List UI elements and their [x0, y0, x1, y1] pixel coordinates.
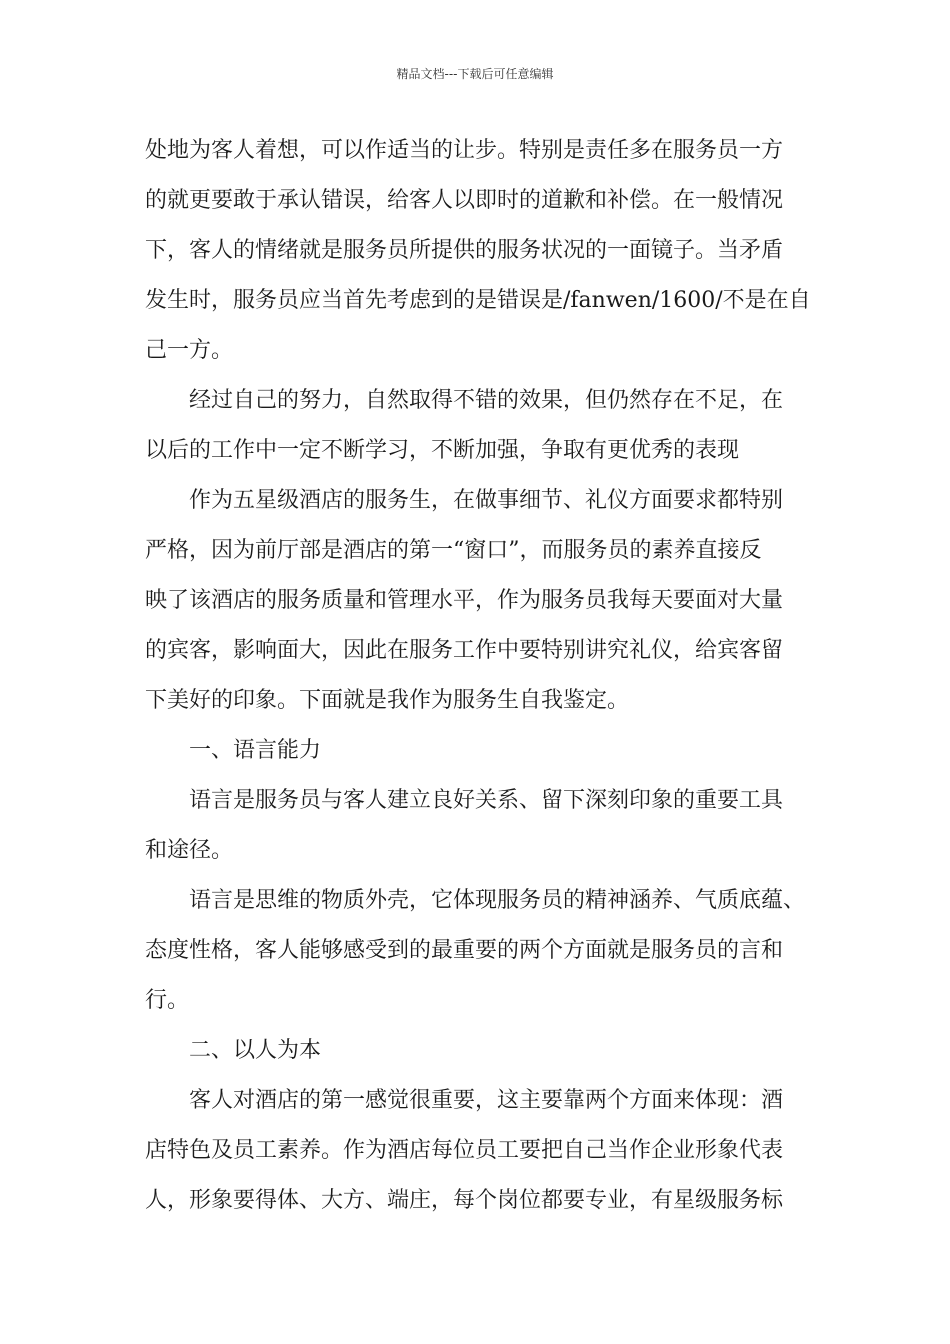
text-line: 下美好的印象。下面就是我作为服务生自我鉴定。	[145, 688, 630, 713]
text-line: 发生时，服务员应当首先考虑到的是错误是/fanwen/1600/不是在自	[145, 288, 811, 313]
text-line: 行。	[145, 988, 190, 1013]
text-line: 客人对酒店的第一感觉很重要，这主要靠两个方面来体现：酒	[189, 1088, 784, 1113]
text-line: 下，客人的情绪就是服务员所提供的服务状况的一面镜子。当矛盾	[145, 238, 784, 263]
text-line: 和途径。	[145, 838, 234, 863]
text-line: 经过自己的努力，自然取得不错的效果，但仍然存在不足，在	[189, 388, 784, 413]
text-line: 的就更要敢于承认错误，给客人以即时的道歉和补偿。在一般情况	[145, 188, 784, 213]
text-line: 店特色及员工素养。作为酒店每位员工要把自己当作企业形象代表	[145, 1138, 784, 1163]
text-line: 映了该酒店的服务质量和管理水平，作为服务员我每天要面对大量	[145, 588, 784, 613]
text-line: 处地为客人着想，可以作适当的让步。特别是责任多在服务员一方	[145, 138, 784, 163]
text-line: 人，形象要得体、大方、端庄，每个岗位都要专业，有星级服务标	[145, 1188, 784, 1213]
text-line: 一、语言能力	[189, 738, 322, 763]
text-line: 以后的工作中一定不断学习，不断加强，争取有更优秀的表现	[145, 438, 740, 463]
text-line: 语言是服务员与客人建立良好关系、留下深刻印象的重要工具	[189, 788, 784, 813]
text-line: 语言是思维的物质外壳，它体现服务员的精神涵养、气质底蕴、	[189, 888, 806, 913]
text-line: 严格，因为前厅部是酒店的第一“窗口”，而服务员的素养直接反	[145, 538, 762, 563]
text-line: 己一方。	[145, 338, 234, 363]
page-header: 精品文档---下载后可任意编辑	[396, 67, 554, 81]
text-line: 态度性格，客人能够感受到的最重要的两个方面就是服务员的言和	[145, 938, 784, 963]
text-line: 作为五星级酒店的服务生，在做事细节、礼仪方面要求都特别	[189, 488, 784, 513]
text-line: 二、以人为本	[189, 1038, 322, 1063]
document-body	[145, 126, 811, 1226]
text-line: 的宾客，影响面大，因此在服务工作中要特别讲究礼仪，给宾客留	[145, 638, 784, 663]
